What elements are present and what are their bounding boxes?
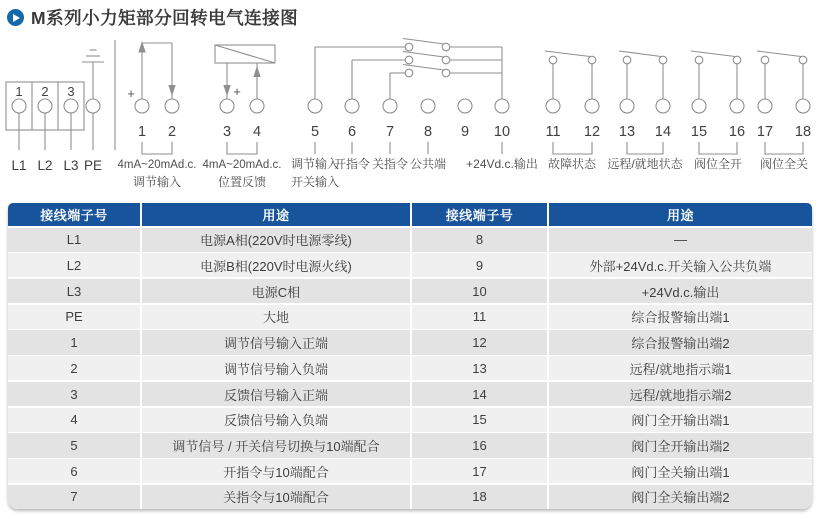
svg-text:+: + <box>233 84 241 99</box>
table-row <box>8 228 812 252</box>
relay-output-group <box>545 51 811 171</box>
usage-cell: 外部+24Vd.c.开关输入公共负端 <box>549 253 812 277</box>
terminal-number-cell: 4 <box>8 408 140 432</box>
terminal-number-cell: 18 <box>412 485 547 509</box>
svg-text:调节输入: 调节输入 <box>132 175 182 189</box>
svg-text:1: 1 <box>137 124 147 140</box>
arrow-down-icon <box>223 85 230 96</box>
usage-cell: 综合报警输出端1 <box>549 305 812 329</box>
usage-cell: 远程/就地指示端2 <box>549 382 812 406</box>
table-header <box>8 203 812 226</box>
usage-cell: 阀门全开输出端2 <box>549 433 812 457</box>
terminal-number-cell: 8 <box>412 228 547 252</box>
svg-text:4mA~20mAd.c.: 4mA~20mAd.c. <box>117 159 197 171</box>
terminal-number-cell: 9 <box>412 253 547 277</box>
wiring-diagram <box>0 28 820 198</box>
svg-text:3: 3 <box>67 84 75 99</box>
svg-text:阀位全关: 阀位全关 <box>759 157 809 171</box>
play-icon <box>7 9 24 26</box>
svg-text:关指令: 关指令 <box>371 157 409 171</box>
svg-text:公共端: 公共端 <box>409 157 447 171</box>
switch-input-group <box>291 39 538 190</box>
svg-text:PE: PE <box>83 158 103 173</box>
terminal-number-cell: 7 <box>8 485 140 509</box>
svg-text:14: 14 <box>654 124 672 140</box>
svg-text:16: 16 <box>728 124 746 140</box>
terminal-number-cell: 6 <box>8 459 140 483</box>
power-terminal-block <box>6 50 104 173</box>
usage-cell: 电源A相(220V时电源零线) <box>142 228 410 252</box>
usage-cell: +24Vd.c.输出 <box>549 279 812 303</box>
usage-cell: 阀门全开输出端1 <box>549 408 812 432</box>
ground-icon <box>82 50 104 99</box>
relay-contact-icon <box>757 51 810 113</box>
usage-cell: 调节信号 / 开关信号切换与10端配合 <box>142 433 410 457</box>
table-row <box>8 382 812 406</box>
terminal-number-cell: 14 <box>412 382 547 406</box>
table-row <box>8 408 812 432</box>
table-row <box>8 356 812 380</box>
terminal-number-cell: 10 <box>412 279 547 303</box>
table-row <box>8 459 812 483</box>
usage-cell: 阀门全关输出端1 <box>549 459 812 483</box>
svg-text:故障状态: 故障状态 <box>547 157 597 171</box>
table-row <box>8 279 812 303</box>
svg-text:4: 4 <box>252 124 262 140</box>
svg-text:3: 3 <box>222 124 232 140</box>
terminal-number-cell: 12 <box>412 330 547 354</box>
usage-cell: 反馈信号输入正端 <box>142 382 410 406</box>
svg-text:L3: L3 <box>63 158 79 173</box>
svg-text:2: 2 <box>41 84 49 99</box>
column-header: 用途 <box>549 203 812 226</box>
svg-text:4mA~20mAd.c.: 4mA~20mAd.c. <box>202 159 282 171</box>
terminal-number-cell: 3 <box>8 382 140 406</box>
svg-text:18: 18 <box>794 124 812 140</box>
terminal-number-cell: 13 <box>412 356 547 380</box>
table-row <box>8 330 812 354</box>
page-title: M系列小力矩部分回转电气连接图 <box>31 8 299 28</box>
terminal-number-cell: L3 <box>8 279 140 303</box>
svg-text:调节输入: 调节输入 <box>290 157 340 171</box>
terminal-table-body <box>8 226 812 509</box>
svg-text:位置反馈: 位置反馈 <box>217 175 267 189</box>
svg-text:5: 5 <box>310 124 320 140</box>
usage-cell: 开指令与10端配合 <box>142 459 410 483</box>
usage-cell: — <box>549 228 812 252</box>
svg-text:11: 11 <box>545 124 561 140</box>
terminal-number-cell: PE <box>8 305 140 329</box>
column-header: 接线端子号 <box>412 203 547 226</box>
usage-cell: 阀门全关输出端2 <box>549 485 812 509</box>
svg-text:开指令: 开指令 <box>333 157 371 171</box>
svg-text:9: 9 <box>460 124 470 140</box>
switch-icon <box>403 52 450 64</box>
column-header: 接线端子号 <box>8 203 140 226</box>
svg-text:10: 10 <box>493 124 511 140</box>
terminal-number-cell: L2 <box>8 253 140 277</box>
terminal-number-cell: 1 <box>8 330 140 354</box>
terminal-number-cell: 16 <box>412 433 547 457</box>
position-feedback-group <box>203 45 282 189</box>
svg-text:12: 12 <box>583 124 601 140</box>
terminal-number-cell: L1 <box>8 228 140 252</box>
svg-text:远程/就地状态: 远程/就地状态 <box>607 157 683 171</box>
terminal-number-cell: 5 <box>8 433 140 457</box>
switch-icon <box>403 39 450 51</box>
usage-cell: 大地 <box>142 305 410 329</box>
usage-cell: 综合报警输出端2 <box>549 330 812 354</box>
title-bar <box>7 5 298 30</box>
usage-cell: 远程/就地指示端1 <box>549 356 812 380</box>
svg-text:L1: L1 <box>11 158 27 173</box>
table-row <box>8 253 812 277</box>
usage-cell: 电源C相 <box>142 279 410 303</box>
usage-cell: 调节信号输入负端 <box>142 356 410 380</box>
arrow-up-icon <box>253 66 260 77</box>
usage-cell: 反馈信号输入负端 <box>142 408 410 432</box>
relay-contact-icon <box>619 51 670 113</box>
switch-icon <box>403 65 450 77</box>
usage-cell: 关指令与10端配合 <box>142 485 410 509</box>
terminal-number-cell: 2 <box>8 356 140 380</box>
terminal-number-cell: 15 <box>412 408 547 432</box>
svg-text:15: 15 <box>690 124 708 140</box>
relay-contact-icon <box>545 51 599 113</box>
svg-text:6: 6 <box>347 124 357 140</box>
arrow-down-icon <box>168 85 175 96</box>
svg-text:8: 8 <box>423 124 433 140</box>
svg-text:17: 17 <box>756 124 774 140</box>
relay-contact-icon <box>691 51 744 113</box>
svg-text:阀位全开: 阀位全开 <box>693 157 743 171</box>
svg-text:L2: L2 <box>37 158 53 173</box>
column-header: 用途 <box>142 203 410 226</box>
table-row <box>8 433 812 457</box>
terminal-table <box>8 203 812 509</box>
svg-text:+24Vd.c.输出: +24Vd.c.输出 <box>466 157 538 171</box>
analog-input-group <box>118 41 197 189</box>
terminal-number-cell: 11 <box>412 305 547 329</box>
svg-text:13: 13 <box>618 124 636 140</box>
terminal-number-cell: 17 <box>412 459 547 483</box>
svg-text:开关输入: 开关输入 <box>290 175 340 189</box>
usage-cell: 调节信号输入正端 <box>142 330 410 354</box>
svg-text:7: 7 <box>385 124 395 140</box>
svg-text:2: 2 <box>167 124 177 140</box>
table-row <box>8 305 812 329</box>
svg-text:+: + <box>127 86 135 101</box>
usage-cell: 电源B相(220V时电源火线) <box>142 253 410 277</box>
table-row <box>8 485 812 509</box>
svg-text:1: 1 <box>15 84 23 99</box>
